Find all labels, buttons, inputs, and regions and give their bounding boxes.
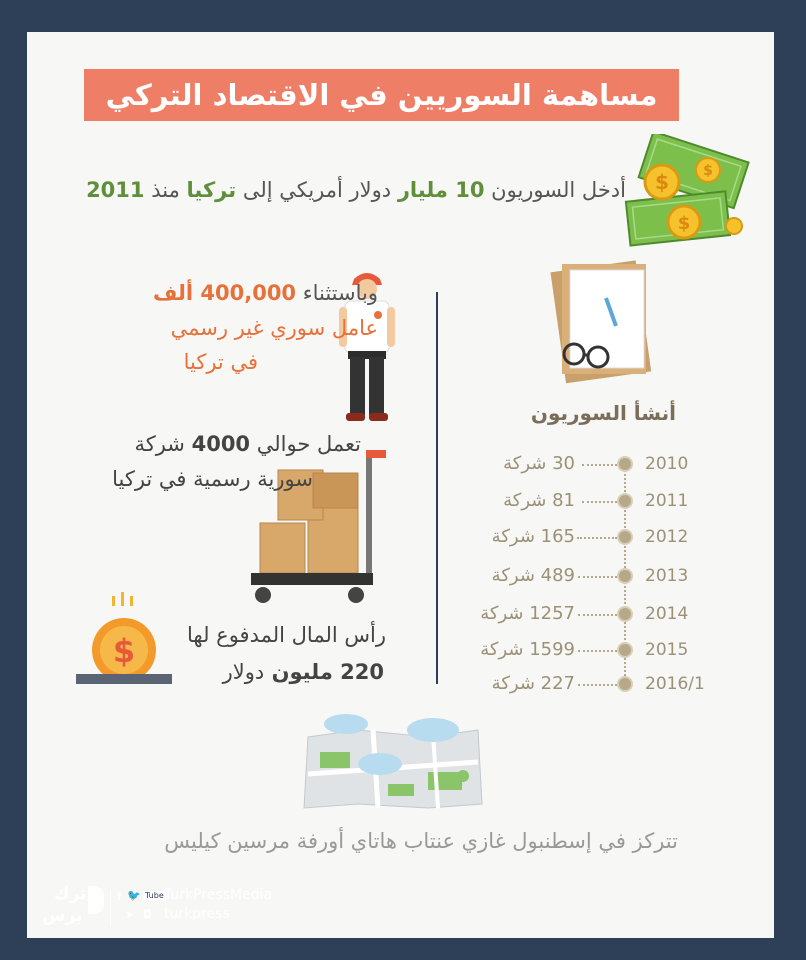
timeline-dot [617,456,633,472]
intro-country: تركيا [186,178,237,202]
timeline-year: 2016/1 [645,674,705,694]
companies-line-1 [134,432,361,456]
timeline-dot [617,642,633,658]
timeline-count: 489 شركة [491,565,575,586]
timeline-year: 2014 [645,604,689,624]
svg-text:$: $ [655,170,669,194]
timeline-count: 1599 شركة [480,639,575,660]
intro-part1: أدخل السوريون [491,178,626,202]
timeline-year: 2013 [645,566,689,586]
timeline-count: 30 شركة [503,453,575,474]
notebook-icon [540,258,660,388]
capital-unit: دولار [222,660,265,684]
youtube-icon[interactable]: Tube [145,891,164,900]
brand-logo [40,884,104,930]
logo-line-1: ترك [54,884,87,904]
coin-slot-icon [74,590,174,685]
timeline-count: 165 شركة [491,526,575,547]
social-handle-2[interactable]: turkpress [164,906,230,922]
workers-line-2: عامل سوري غير رسمي [170,316,378,340]
workers-line-3: في تركيا [183,350,258,374]
timeline-year: 2012 [645,527,689,547]
page-title: مساهمة السوريين في الاقتصاد التركي [105,78,658,112]
instagram-icon[interactable]: ◘ [143,908,152,921]
intro-part3: منذ [151,178,180,202]
timeline-connector [582,501,617,503]
intro-part2: دولار أمريكي إلى [242,178,392,202]
twitter-icon[interactable]: 🐦 [127,889,141,902]
money-icon [622,134,752,249]
companies-suffix: شركة [134,432,185,456]
timeline-dot [617,676,633,692]
capital-line-1: رأس المال المدفوع لها [187,623,386,647]
timeline-count: 1257 شركة [480,603,575,624]
workers-prefix: وباستثناء [302,281,378,305]
timeline-connector [578,684,617,686]
workers-line-1 [153,281,378,305]
timeline-count: 81 شركة [503,490,575,511]
timeline-count: 227 شركة [491,673,575,694]
timeline-dot [617,606,633,622]
companies-line-2: سورية رسمية في تركيا [112,467,313,491]
timeline-connector [578,576,617,578]
timeline-year: 2015 [645,640,689,660]
brand-divider [110,890,111,926]
capital-amount: 220 مليون [271,660,384,684]
timeline-connector [577,537,617,539]
timeline-connector [578,614,617,616]
map-icon [298,712,488,812]
intro-statement [86,178,626,202]
timeline-year: 2011 [645,491,689,511]
social-handle-1[interactable]: TurkPressMedia [164,887,273,903]
workers-count: 400,000 ألف [152,281,297,305]
timeline-dot [617,529,633,545]
timeline-dot [617,568,633,584]
timeline-connector [582,464,617,466]
cities-text: تتركز في إسطنبول غازي عنتاب هاتاي أورفة مرسين كيليس [164,829,678,853]
intro-amount: 10 مليار [397,178,485,202]
founders-title: أنشأ السوريون [530,401,676,425]
facebook-icon[interactable]: f [117,890,122,903]
svg-text:$: $ [703,163,713,179]
svg-text:$: $ [112,632,136,670]
timeline-connector [578,650,617,652]
column-divider [436,292,438,684]
logo-line-2: برس [42,906,83,926]
timeline-dot [617,493,633,509]
timeline-year: 2010 [645,454,689,474]
logo-mark [88,886,104,914]
telegram-icon[interactable]: ➤ [125,908,135,921]
svg-text:$: $ [677,213,691,234]
capital-line-2 [223,660,384,684]
companies-prefix: تعمل حوالي [256,432,361,456]
companies-count: 4000 [191,432,251,456]
intro-year: 2011 [86,178,145,202]
